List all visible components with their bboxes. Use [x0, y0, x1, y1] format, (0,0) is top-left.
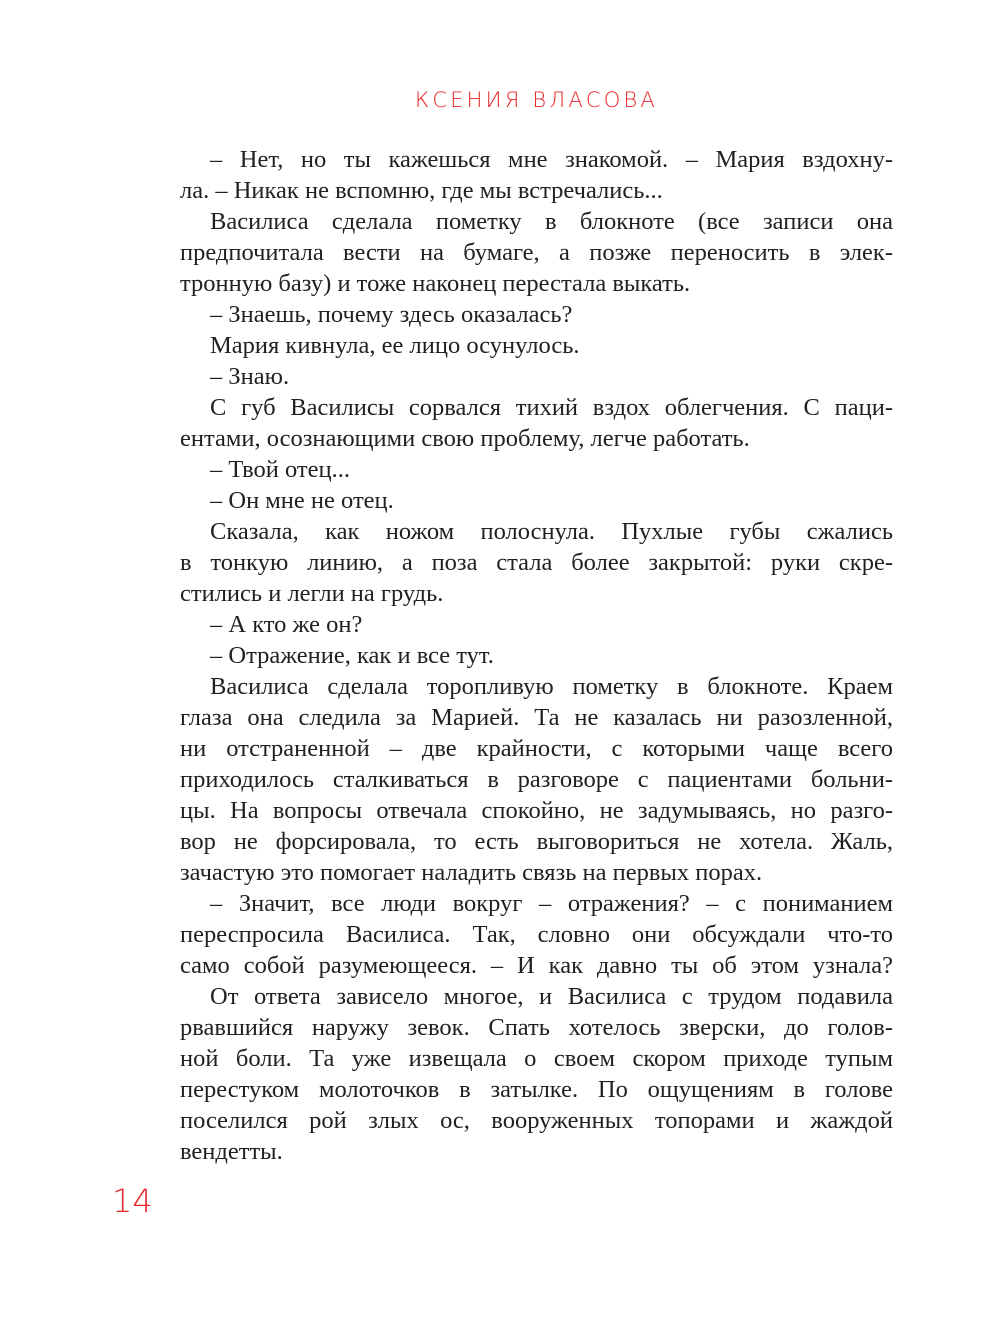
text-line: поселился рой злых ос, вооруженных топорами и жаждой [180, 1107, 893, 1134]
text-line: само собой разумеющееся. – И как давно ты об этом узнала? [180, 952, 893, 979]
paragraph [180, 330, 893, 361]
text-line: – Знаешь, почему здесь оказалась? [210, 301, 573, 328]
paragraph [180, 640, 893, 671]
text-line: в тонкую линию, а поза стала более закрытой: руки скре- [180, 549, 893, 576]
body-text [180, 144, 893, 1167]
paragraph [180, 671, 893, 888]
paragraph [180, 981, 893, 1167]
text-line: От ответа зависело многое, и Василиса с трудом подавила [210, 983, 893, 1010]
running-head-author: КСЕНИЯ ВЛАСОВА [414, 88, 658, 112]
paragraph [180, 299, 893, 330]
text-line: – Отражение, как и все тут. [210, 642, 494, 669]
text-line: – А кто же он? [210, 611, 363, 638]
text-line: – Значит, все люди вокруг – отражения? – с пониманием [210, 890, 893, 917]
text-line: С губ Василисы сорвался тихий вздох облегчения. С паци- [210, 394, 893, 421]
text-line: ла. – Никак не вспомню, где мы встречались... [180, 177, 663, 204]
text-line: тронную базу) и тоже наконец перестала выкать. [180, 270, 691, 297]
paragraph [180, 361, 893, 392]
text-line: глаза она следила за Марией. Та не казалась ни разозленной, [180, 704, 893, 731]
paragraph [180, 609, 893, 640]
text-line: предпочитала вести на бумаге, а позже переносить в элек- [180, 239, 893, 266]
text-line: – Нет, но ты кажешься мне знакомой. – Мария вздохну- [210, 146, 893, 173]
paragraph [180, 206, 893, 299]
text-line: ной боли. Та уже извещала о своем скором приходе тупым [180, 1045, 893, 1072]
text-line: перестуком молоточков в затылке. По ощущениям в голове [180, 1076, 893, 1103]
paragraph [180, 144, 893, 206]
text-line: – Твой отец... [210, 456, 351, 483]
paragraph [180, 485, 893, 516]
text-line: зачастую это помогает наладить связь на первых порах. [180, 859, 763, 886]
text-line: приходилось сталкиваться в разговоре с пациентами больни- [180, 766, 893, 793]
text-line: вор не форсировала, то есть выговориться не хотела. Жаль, [180, 828, 893, 855]
paragraph [180, 888, 893, 981]
text-line: Мария кивнула, ее лицо осунулось. [210, 332, 580, 359]
text-line: – Он мне не отец. [210, 487, 394, 514]
text-line: рвавшийся наружу зевок. Спать хотелось зверски, до голов- [180, 1014, 893, 1041]
text-line: – Знаю. [210, 363, 290, 390]
text-line: вендетты. [180, 1138, 283, 1165]
paragraph [180, 454, 893, 485]
text-line: ни отстраненной – две крайности, с которыми чаще всего [180, 735, 893, 762]
text-line: цы. На вопросы отвечала спокойно, не задумываясь, но разго- [180, 797, 893, 824]
paragraph [180, 516, 893, 609]
text-line: Сказала, как ножом полоснула. Пухлые губы сжались [210, 518, 893, 545]
text-line: ентами, осознающими свою проблему, легче работать. [180, 425, 750, 452]
text-line: стились и легли на грудь. [180, 580, 444, 607]
text-line: Василиса сделала торопливую пометку в блокноте. Краем [210, 673, 893, 700]
text-line: Василиса сделала пометку в блокноте (все записи она [210, 208, 893, 235]
text-line: переспросила Василиса. Так, словно они обсуждали что-то [180, 921, 893, 948]
paragraph [180, 392, 893, 454]
page-number: 14 [112, 1182, 153, 1220]
